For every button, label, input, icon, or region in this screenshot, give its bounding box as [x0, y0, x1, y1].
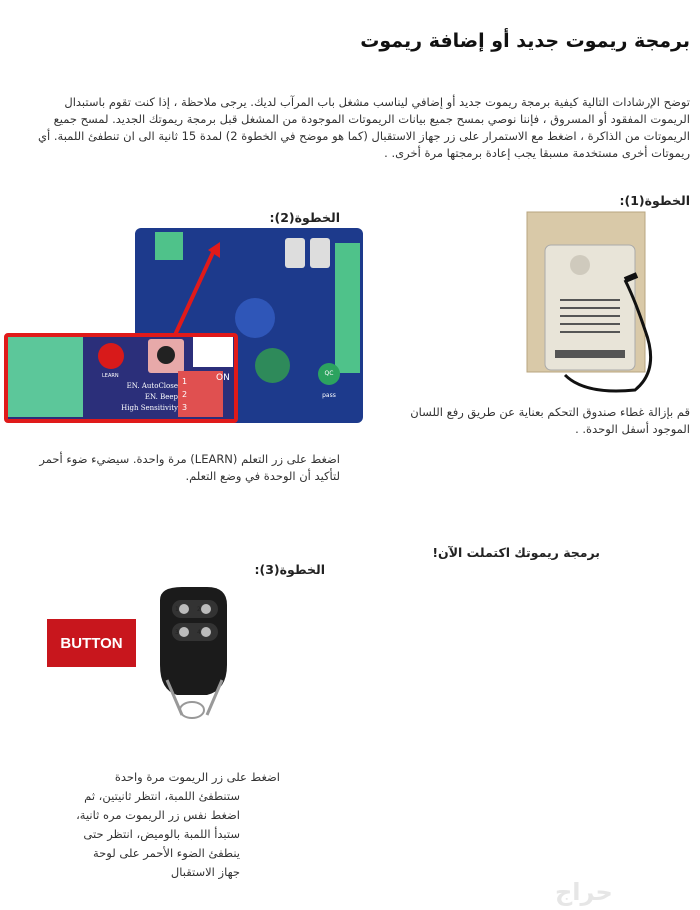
watermark-logo: حراج — [555, 878, 613, 906]
remote-control-image — [152, 585, 234, 725]
instruction-line: ستنطفئ اللمبة، انتظر ثانيتين، ثم — [84, 789, 240, 803]
dip3-text: High Sensitivity — [121, 404, 178, 412]
dip-num: 3 — [182, 403, 188, 412]
instruction-line: اضغط على زر الريموت مرة واحدة — [114, 770, 280, 784]
step1-label: الخطوة(1): — [619, 193, 690, 208]
button-label-tag: BUTTON — [47, 619, 136, 667]
learn-button-zoom — [4, 333, 238, 423]
step2-label: الخطوة(2): — [269, 210, 340, 225]
remote-button-4: 4 — [197, 629, 201, 636]
remote-button-3: 3 — [175, 629, 179, 636]
dip-num: 1 — [182, 377, 188, 386]
instruction-line: ينطفئ الضوء الأحمر على لوحة — [93, 846, 240, 860]
step3-label: الخطوة(3): — [254, 562, 325, 577]
dip1-text: EN. AutoClose — [126, 382, 178, 390]
remote-button-1: 1 — [175, 606, 179, 613]
intro-paragraph: توضح الإرشادات التالية كيفية برمجة ريموت جديد أو إضافي ليناسب مشغل باب المرآب لديك. يرجى ملاحظة ، إذا كنت تقوم باستبدال الريموت المفقود أو المسروق ، فإننا نوصي بمسح جميع بيانات الريموتات الموجودة من المشغل قبل برمجة ريموتك الجديد. لمسح جميع الريموتات من الذاكرة ، اضغط مع الاستمرار على زر جهاز الاستقبال (كما هو موضح في الخطوة 2) لمدة 15 ثانية الى ان تنطفئ اللمبة. أي ريموتات أخرى مستخدمة مسبقا يجب إعادة برمجتها مرة أخرى. . — [38, 95, 690, 160]
qc-badge: QC pass — [318, 363, 340, 385]
instruction-line: اضغط نفس زر الريموت مره ثانية، — [76, 808, 240, 822]
pointer-arrow-icon — [170, 240, 230, 340]
control-box-image — [525, 210, 660, 395]
dip-on-text: ON — [216, 373, 230, 383]
dip-num: 2 — [182, 390, 188, 399]
step3-instructions — [60, 768, 280, 882]
dip2-text: EN. Beep — [144, 393, 178, 401]
completion-note: برمجة ريموتك اكتملت الآن! — [432, 545, 600, 560]
page-title: برمجة ريموت جديد أو إضافة ريموت — [360, 30, 690, 52]
step1-caption: قم بإزالة غطاء صندوق التحكم بعناية عن طريق رفع اللسان الموجود أسفل الوحدة. . — [410, 405, 690, 436]
step2-caption: اضغط على زر التعلم (LEARN) مرة واحدة. سيضيء ضوء أحمر لتأكيد أن الوحدة في وضع التعلم. — [39, 452, 340, 483]
instruction-line: ستبدأ اللمبة بالوميض، انتظر حتى — [83, 827, 240, 841]
remote-button-2: 2 — [197, 606, 201, 613]
instruction-line: جهاز الاستقبال — [170, 865, 240, 879]
learn-text: LEARN — [102, 373, 119, 379]
